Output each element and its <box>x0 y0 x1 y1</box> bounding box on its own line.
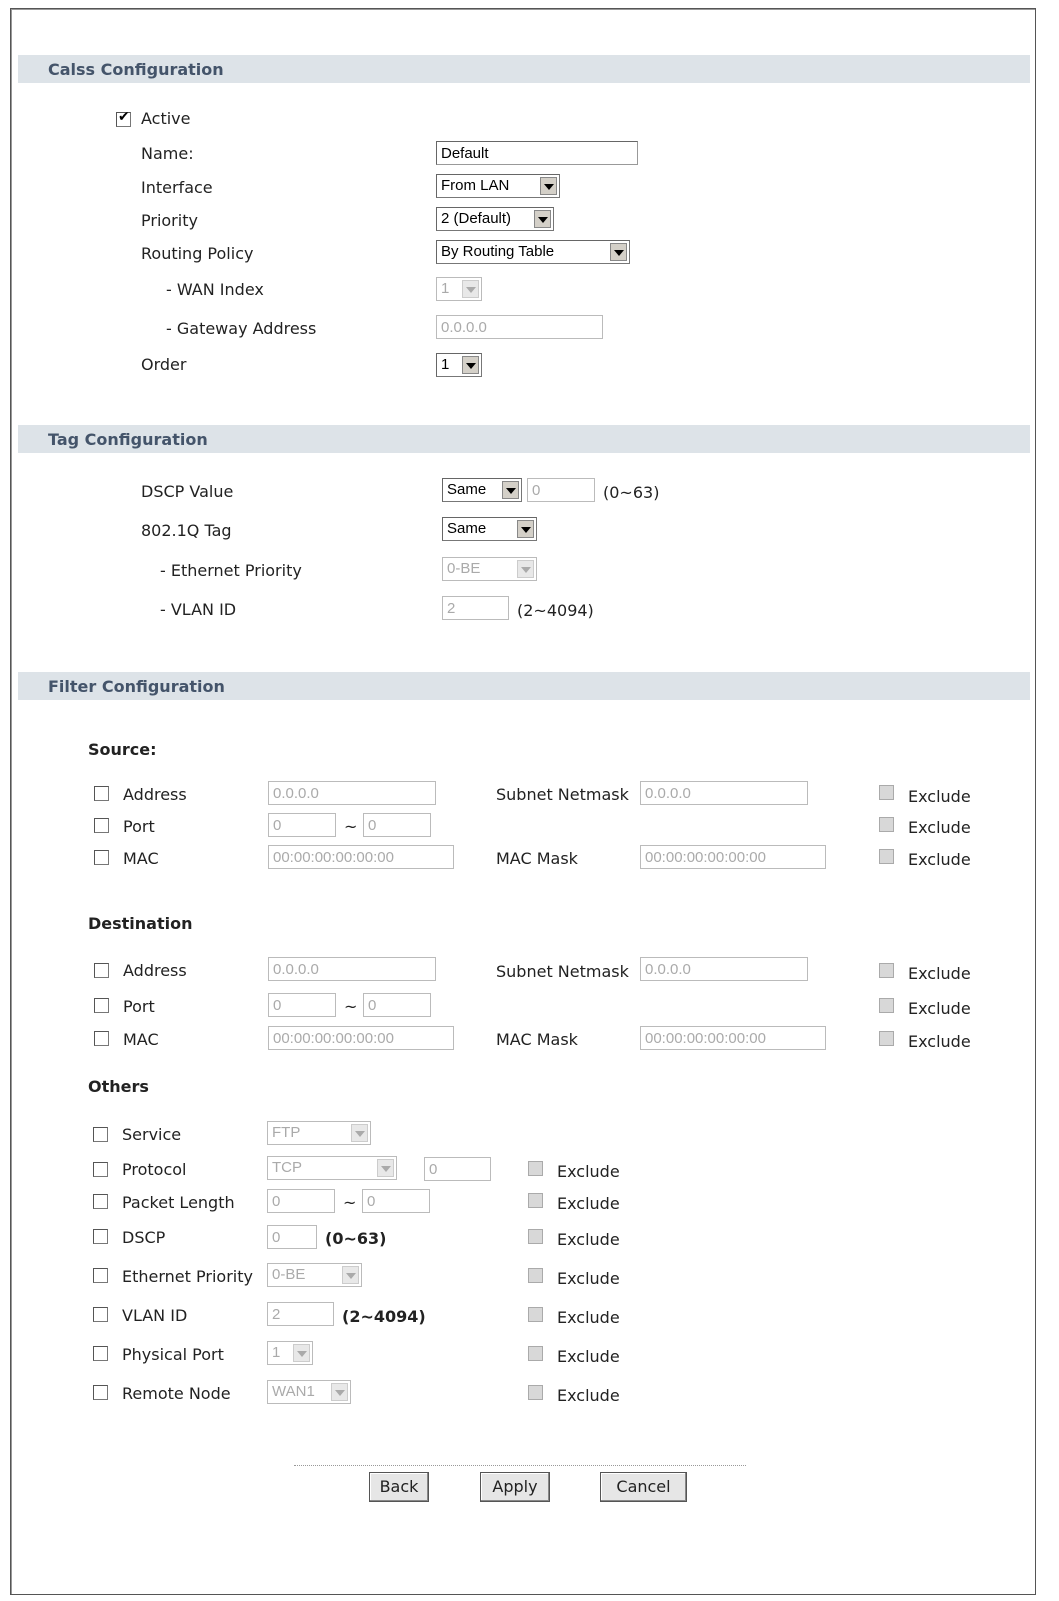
source-port-to-input[interactable]: 0 <box>363 813 431 837</box>
source-port-checkbox[interactable] <box>94 818 109 833</box>
dest-subnet-input[interactable]: 0.0.0.0 <box>640 957 808 981</box>
wan-index-select[interactable] <box>436 277 482 301</box>
tag-vlan-range-hint: (2~4094) <box>517 601 594 620</box>
source-port-exclude-label: Exclude <box>908 818 971 837</box>
gateway-label: - Gateway Address <box>166 319 317 338</box>
tag-8021q-label: 802.1Q Tag <box>141 521 232 540</box>
dscp-value-input[interactable]: 0 <box>527 478 595 502</box>
chevron-down-icon <box>610 243 627 261</box>
remote-node-select[interactable] <box>267 1380 351 1404</box>
protocol-checkbox[interactable] <box>93 1162 108 1177</box>
order-value: 1 <box>441 356 450 373</box>
dscp-mode-select[interactable] <box>442 478 522 502</box>
source-mac-checkbox[interactable] <box>94 850 109 865</box>
dest-address-input[interactable]: 0.0.0.0 <box>268 957 436 981</box>
source-mac-exclude-label: Exclude <box>908 850 971 869</box>
vlan-id-exclude-checkbox[interactable] <box>528 1307 543 1322</box>
button-divider <box>294 1465 746 1466</box>
wan-index-label: - WAN Index <box>166 280 264 299</box>
dest-port-exclude-label: Exclude <box>908 999 971 1018</box>
vlan-id-exclude-label: Exclude <box>557 1308 620 1327</box>
wan-index-value: 1 <box>441 280 450 297</box>
chevron-down-icon <box>517 560 534 578</box>
active-label: Active <box>141 109 191 128</box>
source-address-label: Address <box>123 785 187 804</box>
packet-length-exclude-checkbox[interactable] <box>528 1193 543 1208</box>
priority-value: 2 (Default) <box>441 210 512 227</box>
dest-address-exclude-checkbox[interactable] <box>879 963 894 978</box>
source-port-tilde: ~ <box>344 817 358 836</box>
source-port-label: Port <box>123 817 155 836</box>
tag-eth-priority-value: 0-BE <box>447 560 481 577</box>
chevron-down-icon <box>331 1383 348 1401</box>
dest-port-from-input[interactable]: 0 <box>268 993 336 1017</box>
service-checkbox[interactable] <box>93 1127 108 1142</box>
service-value: FTP <box>272 1124 301 1141</box>
vlan-id-input[interactable]: 2 <box>267 1302 334 1326</box>
chevron-down-icon <box>517 520 534 538</box>
source-mac-input[interactable]: 00:00:00:00:00:00 <box>268 845 454 869</box>
gateway-input[interactable]: 0.0.0.0 <box>436 315 603 339</box>
dest-port-to-input[interactable]: 0 <box>363 993 431 1017</box>
dest-address-label: Address <box>123 961 187 980</box>
dest-mac-input[interactable]: 00:00:00:00:00:00 <box>268 1026 454 1050</box>
dscp-range-hint-bold: (0~63) <box>325 1229 387 1248</box>
physical-port-exclude-label: Exclude <box>557 1347 620 1366</box>
dest-port-exclude-checkbox[interactable] <box>879 998 894 1013</box>
protocol-label: Protocol <box>122 1160 187 1179</box>
service-label: Service <box>122 1125 182 1144</box>
class-config-title: Calss Configuration <box>48 60 224 79</box>
remote-node-label: Remote Node <box>122 1384 231 1403</box>
order-select[interactable] <box>436 353 482 377</box>
destination-title: Destination <box>88 914 193 933</box>
dscp-mode-value: Same <box>447 481 487 498</box>
ethernet-priority-select[interactable] <box>267 1263 362 1287</box>
remote-node-checkbox[interactable] <box>93 1385 108 1400</box>
chevron-down-icon <box>293 1344 310 1362</box>
dscp-exclude-label: Exclude <box>557 1230 620 1249</box>
chevron-down-icon <box>462 280 479 298</box>
interface-select[interactable] <box>436 174 560 198</box>
dest-port-tilde: ~ <box>344 997 358 1016</box>
interface-label: Interface <box>141 178 213 197</box>
ethernet-priority-checkbox[interactable] <box>93 1268 108 1283</box>
routing-policy-value: By Routing Table <box>441 243 555 260</box>
protocol-number-input[interactable]: 0 <box>424 1157 491 1181</box>
chevron-down-icon <box>377 1159 394 1177</box>
source-mac-mask-label: MAC Mask <box>496 849 578 868</box>
routing-policy-label: Routing Policy <box>141 244 254 263</box>
dest-subnet-label: Subnet Netmask <box>496 962 629 981</box>
tag-vlan-label: - VLAN ID <box>160 600 237 619</box>
chevron-down-icon <box>462 356 479 374</box>
dest-mac-checkbox[interactable] <box>94 1031 109 1046</box>
source-mac-exclude-checkbox[interactable] <box>879 849 894 864</box>
source-subnet-input[interactable]: 0.0.0.0 <box>640 781 808 805</box>
ethernet-priority-exclude-checkbox[interactable] <box>528 1268 543 1283</box>
tag-eth-priority-select[interactable] <box>442 557 537 581</box>
source-address-exclude-label: Exclude <box>908 787 971 806</box>
packet-length-label: Packet Length <box>122 1193 235 1212</box>
source-subnet-label: Subnet Netmask <box>496 785 629 804</box>
remote-node-value: WAN1 <box>272 1383 315 1400</box>
physical-port-exclude-checkbox[interactable] <box>528 1346 543 1361</box>
remote-node-exclude-checkbox[interactable] <box>528 1385 543 1400</box>
dest-mac-exclude-checkbox[interactable] <box>879 1031 894 1046</box>
cancel-button[interactable]: Cancel <box>600 1472 687 1502</box>
physical-port-value: 1 <box>272 1344 281 1361</box>
source-port-from-input[interactable]: 0 <box>268 813 336 837</box>
routing-policy-select[interactable] <box>436 240 630 264</box>
tag-eth-priority-label: - Ethernet Priority <box>160 561 302 580</box>
filter-config-title: Filter Configuration <box>48 677 225 696</box>
tag-config-header <box>18 425 1030 453</box>
filter-config-header <box>18 672 1030 700</box>
service-select[interactable] <box>267 1121 371 1145</box>
chevron-down-icon <box>351 1124 368 1142</box>
packet-length-checkbox[interactable] <box>93 1194 108 1209</box>
source-title: Source: <box>88 740 157 759</box>
tag-8021q-select[interactable] <box>442 517 537 541</box>
tag-8021q-value: Same <box>447 520 487 537</box>
dscp-input[interactable]: 0 <box>267 1225 317 1249</box>
dest-port-label: Port <box>123 997 155 1016</box>
class-config-header <box>18 55 1030 83</box>
name-input[interactable]: Default <box>436 141 638 165</box>
dest-address-exclude-label: Exclude <box>908 964 971 983</box>
protocol-select[interactable] <box>267 1156 397 1180</box>
physical-port-label: Physical Port <box>122 1345 224 1364</box>
dscp-value-label: DSCP Value <box>141 482 234 501</box>
source-address-input[interactable]: 0.0.0.0 <box>268 781 436 805</box>
source-address-checkbox[interactable] <box>94 786 109 801</box>
priority-select[interactable] <box>436 207 554 231</box>
chevron-down-icon <box>540 177 557 195</box>
chevron-down-icon <box>534 210 551 228</box>
source-mac-label: MAC <box>123 849 159 868</box>
protocol-value: TCP <box>272 1159 302 1176</box>
protocol-exclude-label: Exclude <box>557 1162 620 1181</box>
dscp-range-hint: (0~63) <box>603 483 660 502</box>
dscp-checkbox[interactable] <box>93 1229 108 1244</box>
source-address-exclude-checkbox[interactable] <box>879 785 894 800</box>
packet-length-tilde: ~ <box>343 1193 357 1212</box>
dest-port-checkbox[interactable] <box>94 998 109 1013</box>
vlan-id-label: VLAN ID <box>122 1306 188 1325</box>
dest-address-checkbox[interactable] <box>94 963 109 978</box>
dscp-exclude-checkbox[interactable] <box>528 1229 543 1244</box>
apply-button[interactable]: Apply <box>480 1472 550 1502</box>
physical-port-checkbox[interactable] <box>93 1346 108 1361</box>
tag-config-title: Tag Configuration <box>48 430 208 449</box>
vlan-id-range-hint: (2~4094) <box>342 1307 426 1326</box>
dest-mac-mask-input[interactable]: 00:00:00:00:00:00 <box>640 1026 826 1050</box>
ethernet-priority-exclude-label: Exclude <box>557 1269 620 1288</box>
packet-length-exclude-label: Exclude <box>557 1194 620 1213</box>
protocol-exclude-checkbox[interactable] <box>528 1161 543 1176</box>
active-checkbox[interactable] <box>116 112 131 127</box>
vlan-id-checkbox[interactable] <box>93 1307 108 1322</box>
dest-mac-exclude-label: Exclude <box>908 1032 971 1051</box>
tag-vlan-input[interactable]: 2 <box>442 596 509 620</box>
name-label: Name: <box>141 144 194 163</box>
source-mac-mask-input[interactable]: 00:00:00:00:00:00 <box>640 845 826 869</box>
dest-mac-label: MAC <box>123 1030 159 1049</box>
chevron-down-icon <box>502 481 519 499</box>
order-label: Order <box>141 355 187 374</box>
back-button[interactable]: Back <box>369 1472 429 1502</box>
remote-node-exclude-label: Exclude <box>557 1386 620 1405</box>
others-title: Others <box>88 1077 149 1096</box>
source-port-exclude-checkbox[interactable] <box>879 817 894 832</box>
interface-value: From LAN <box>441 177 510 194</box>
ethernet-priority-value: 0-BE <box>272 1266 306 1283</box>
dscp-label: DSCP <box>122 1228 166 1247</box>
dest-mac-mask-label: MAC Mask <box>496 1030 578 1049</box>
packet-length-to-input[interactable]: 0 <box>362 1189 430 1213</box>
ethernet-priority-label: Ethernet Priority <box>122 1267 253 1286</box>
chevron-down-icon <box>342 1266 359 1284</box>
packet-length-from-input[interactable]: 0 <box>267 1189 335 1213</box>
priority-label: Priority <box>141 211 198 230</box>
physical-port-select[interactable] <box>267 1341 313 1365</box>
